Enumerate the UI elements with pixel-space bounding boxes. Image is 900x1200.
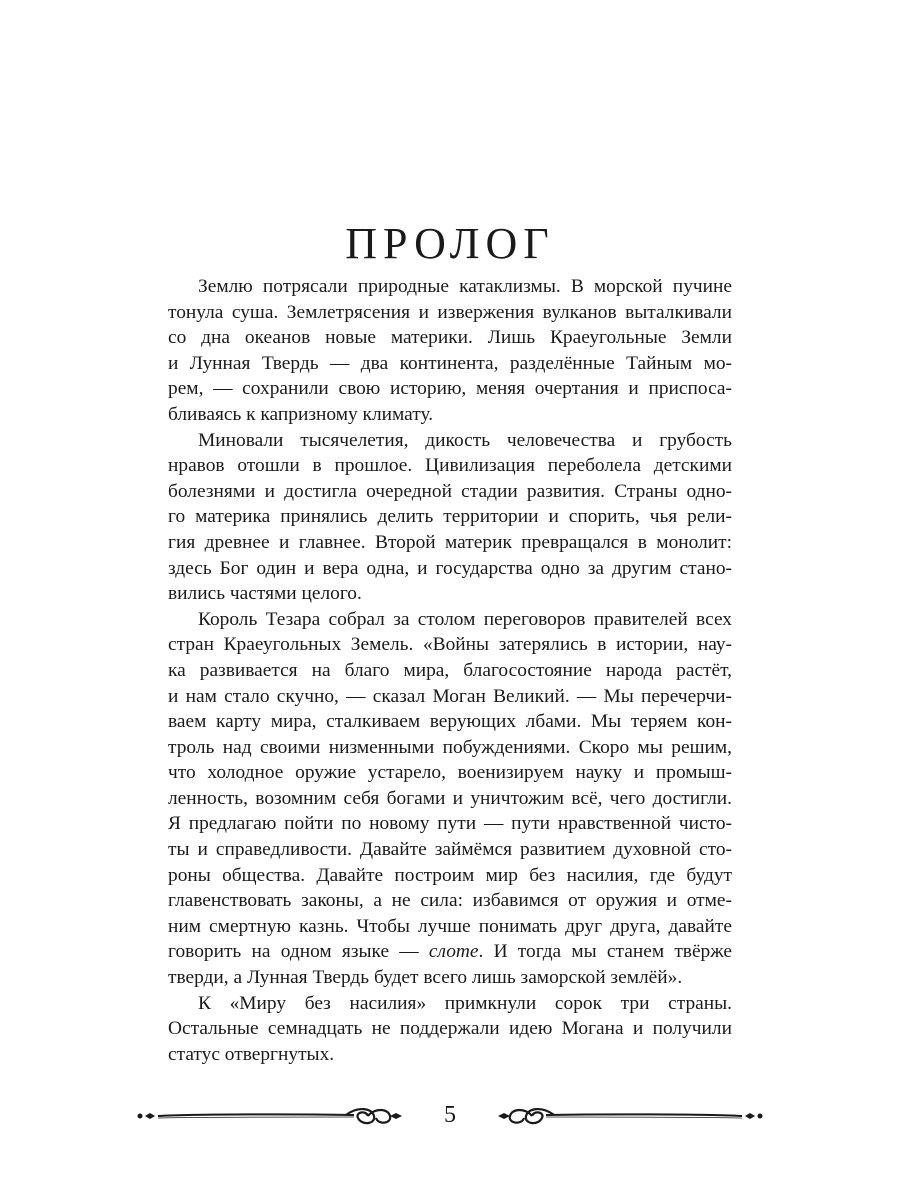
text-line: Король Тезара собрал за столом переговоров правителей всех xyxy=(198,608,732,630)
text-line: бливаясь к капризному климату. xyxy=(168,403,434,425)
chapter-title: ПРОЛОГ xyxy=(345,219,555,268)
text-line: и нам стало скучно, — сказал Моган Великий. — Мы перечерчи- xyxy=(168,685,732,707)
text-line: статус отвергнутых. xyxy=(168,1043,335,1065)
text-line: гия древнее и главнее. Второй материк превращался в монолит: xyxy=(168,531,732,553)
text-line: Землю потрясали природные катаклизмы. В морской пучине xyxy=(198,276,732,297)
paragraph-3 xyxy=(168,607,732,991)
text-line: Остальные семнадцать не поддержали идею Могана и получили xyxy=(168,1018,732,1040)
text-line: здесь Бог один и вера одна, и государства одно за другим стано- xyxy=(168,557,732,579)
text-line: тверди, а Лунная Твердь будет всего лишь заморской землёй». xyxy=(168,967,683,989)
text-line: вились частями целого. xyxy=(168,583,362,605)
paragraph-2 xyxy=(168,428,732,607)
text-line: что холодное оружие устарело, военизируем науку и промыш- xyxy=(168,762,732,784)
text-line: Миновали тысячелетия, дикость человечества и грубость xyxy=(198,429,732,451)
text-line: ты и справедливости. Давайте займёмся развитием духовной сто- xyxy=(168,839,732,861)
text-line: со дна океанов новые материки. Лишь Краеугольные Земли xyxy=(168,327,732,349)
paragraph-1 xyxy=(168,274,732,428)
italic-word: слоте xyxy=(428,941,479,963)
page-number: 5 xyxy=(444,1102,456,1128)
text-line: роны общества. Давайте построим мир без насилия, где будут xyxy=(168,864,732,886)
text-segment: . И тогда мы станем твёрже xyxy=(478,941,732,963)
right-ornament-icon xyxy=(496,1104,764,1128)
text-line: К «Миру без насилия» примкнули сорок три страны. xyxy=(198,992,732,1014)
text-line: го материка принялись делить территории и спорить, чья рели- xyxy=(168,506,732,528)
text-line: ваем карту мира, сталкиваем верующих лбами. Мы теряем кон- xyxy=(168,711,732,733)
text-line: Я предлагаю пойти по новому пути — пути нравственной чисто- xyxy=(168,813,732,835)
text-line: тонула суша. Землетрясения и извержения вулканов выталкивали xyxy=(168,301,732,323)
text-line: рем, — сохранили свою историю, меняя очертания и приспоса- xyxy=(168,378,732,400)
text-line: и Лунная Твердь — два континента, разделённые Тайным мо- xyxy=(168,352,732,374)
text-line: ленность, возомним себя богами и уничтожим всё, чего достигли. xyxy=(168,787,732,809)
page-footer xyxy=(0,1100,900,1140)
text-line: стран Краеугольных Земель. «Войны затерялись в истории, нау- xyxy=(168,634,732,656)
paragraph-4 xyxy=(168,991,732,1068)
text-line: ка развивается на благо мира, благосостояние народа растёт, xyxy=(168,659,732,681)
text-line: троль над своими низменными побуждениями. Скоро мы решим, xyxy=(168,736,732,758)
text-line xyxy=(168,939,732,965)
text-line: болезнями и достигла очередной стадии развития. Страны одно- xyxy=(168,480,732,502)
prologue-text xyxy=(168,274,732,1067)
text-line: нравов отошли в прошлое. Цивилизация переболела детскими xyxy=(168,455,732,477)
text-line: главенствовать законы, а не сила: избавимся от оружия и отме- xyxy=(168,890,732,912)
text-segment: говорить на одном языке — xyxy=(168,941,429,963)
text-line: ним смертную казнь. Чтобы лучше понимать друг друга, давайте xyxy=(168,915,732,937)
